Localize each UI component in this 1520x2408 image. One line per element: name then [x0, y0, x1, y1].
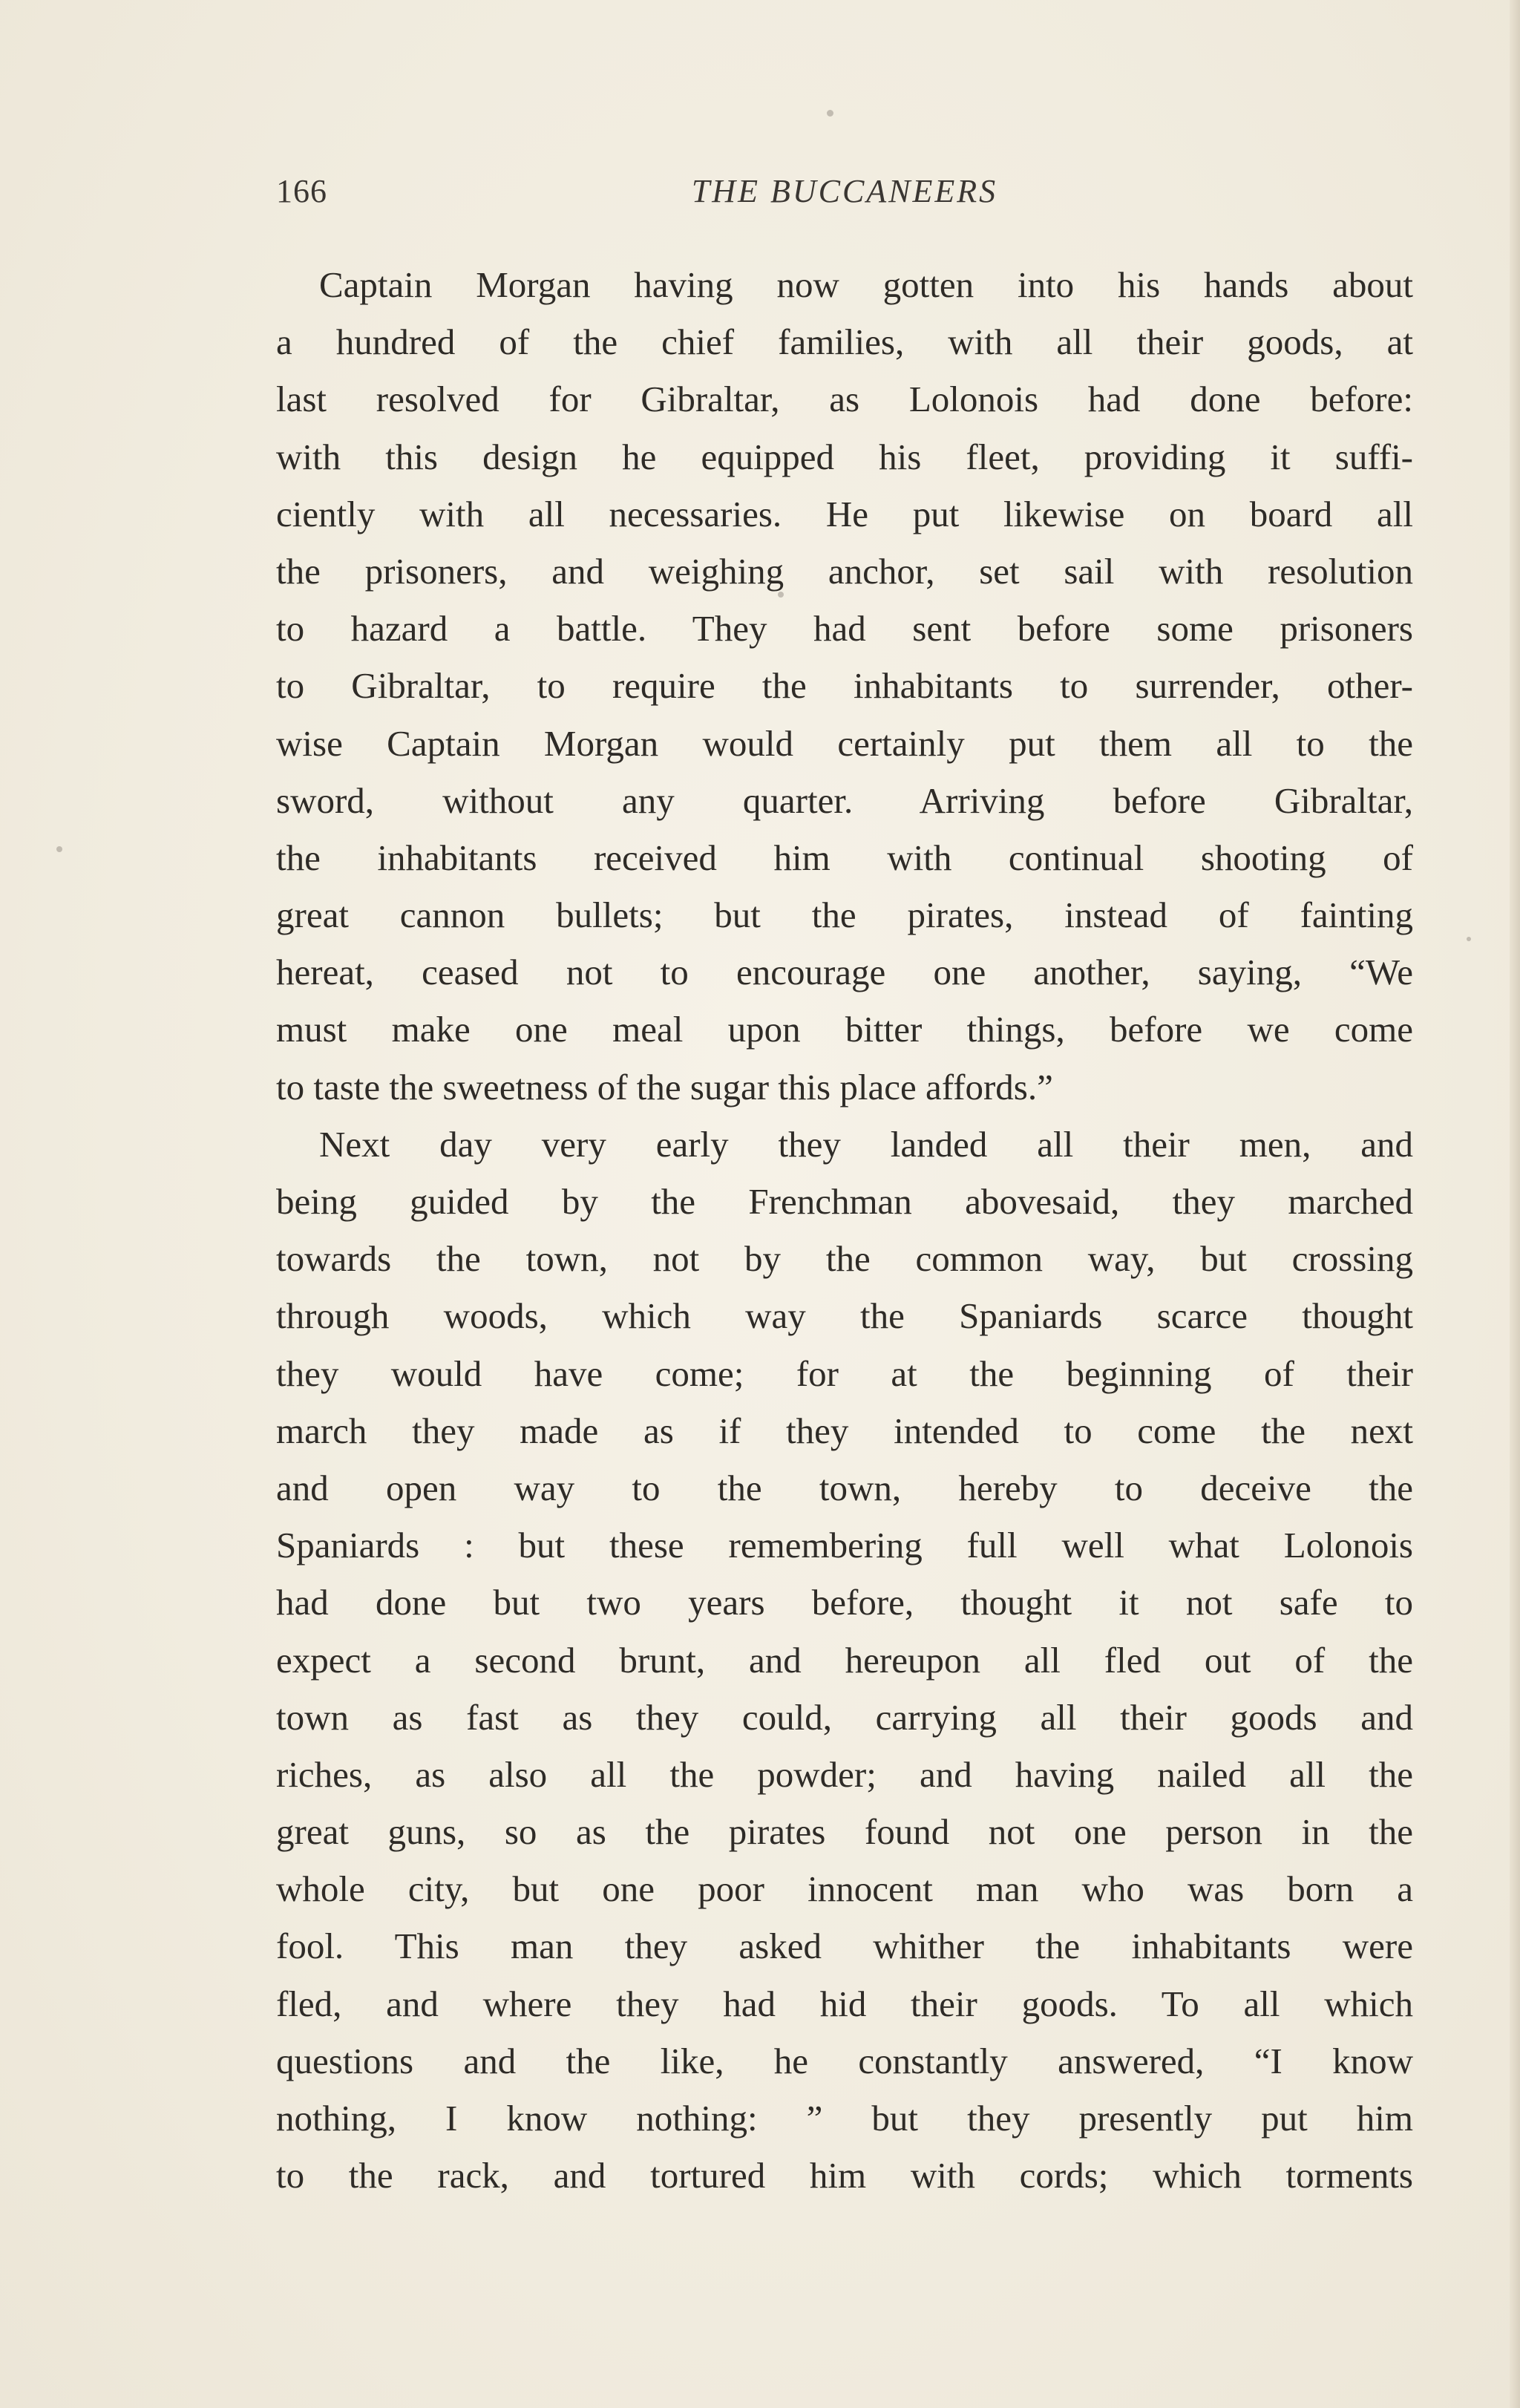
- text-line: riches, as also all the powder; and having nailed all the: [276, 1753, 1413, 1795]
- text-line: expect a second brunt, and hereupon all fled out of the: [276, 1639, 1413, 1681]
- text-line: Captain Morgan having now gotten into his hands about: [319, 264, 1413, 305]
- text-line: last resolved for Gibraltar, as Lolonois had done before:: [276, 379, 1413, 420]
- page-number: 166: [276, 173, 327, 209]
- text-line: had done but two years before, thought it not safe to: [276, 1582, 1413, 1623]
- page-header: [276, 172, 1413, 224]
- text-line: wise Captain Morgan would certainly put them all to the: [276, 722, 1413, 764]
- text-line: town as fast as they could, carrying all their goods and: [276, 1696, 1413, 1738]
- text-line: march they made as if they intended to come the next: [276, 1410, 1413, 1451]
- text-line: Next day very early they landed all their men, and: [319, 1123, 1413, 1165]
- paper-speck: [1467, 937, 1471, 941]
- text-line: great guns, so as the pirates found not one person in the: [276, 1811, 1413, 1853]
- text-line: Spaniards : but these remembering full well what Lolonois: [276, 1525, 1413, 1566]
- text-line: sword, without any quarter. Arriving before Gibraltar,: [276, 779, 1413, 821]
- running-title: THE BUCCANEERS: [691, 173, 998, 209]
- body-text: [276, 256, 1413, 2204]
- paper-speck: [827, 110, 833, 117]
- text-line: hereat, ceased not to encourage one another, saying, “We: [276, 952, 1413, 993]
- text-line: fled, and where they had hid their goods. To all which: [276, 1983, 1413, 2024]
- text-line: the inhabitants received him with continual shooting of: [276, 837, 1413, 878]
- text-line: to the rack, and tortured him with cords; which torments: [276, 2155, 1413, 2196]
- text-line: fool. This man they asked whither the inhabitants were: [276, 1926, 1413, 1967]
- text-line: and open way to the town, hereby to deceive the: [276, 1467, 1413, 1508]
- text-line: the prisoners, and weighing anchor, set sail with resolution: [276, 550, 1413, 592]
- text-line: to taste the sweetness of the sugar this place affords.”: [276, 1066, 1053, 1108]
- text-line: to hazard a battle. They had sent before some prisoners: [276, 608, 1413, 650]
- text-line: being guided by the Frenchman abovesaid, they marched: [276, 1181, 1413, 1222]
- paper-speck: [56, 846, 62, 852]
- text-line: towards the town, not by the common way, but crossing: [276, 1238, 1413, 1280]
- text-line: through woods, which way the Spaniards scarce thought: [276, 1295, 1413, 1337]
- text-line: ciently with all necessaries. He put likewise on board all: [276, 493, 1413, 534]
- text-line: to Gibraltar, to require the inhabitants to surrender, other-: [276, 665, 1413, 707]
- text-line: a hundred of the chief families, with all their goods, at: [276, 321, 1413, 363]
- text-line: with this design he equipped his fleet, providing it suffi-: [276, 436, 1413, 477]
- text-line: nothing, I know nothing: ” but they presently put him: [276, 2098, 1413, 2139]
- text-line: must make one meal upon bitter things, before we come: [276, 1009, 1413, 1050]
- text-line: they would have come; for at the beginning of their: [276, 1352, 1413, 1394]
- text-line: great cannon bullets; but the pirates, instead of fainting: [276, 894, 1413, 936]
- text-line: questions and the like, he constantly answered, “I know: [276, 2040, 1413, 2081]
- text-line: whole city, but one poor innocent man who was born a: [276, 1868, 1413, 1910]
- page-edge: [1510, 0, 1520, 2408]
